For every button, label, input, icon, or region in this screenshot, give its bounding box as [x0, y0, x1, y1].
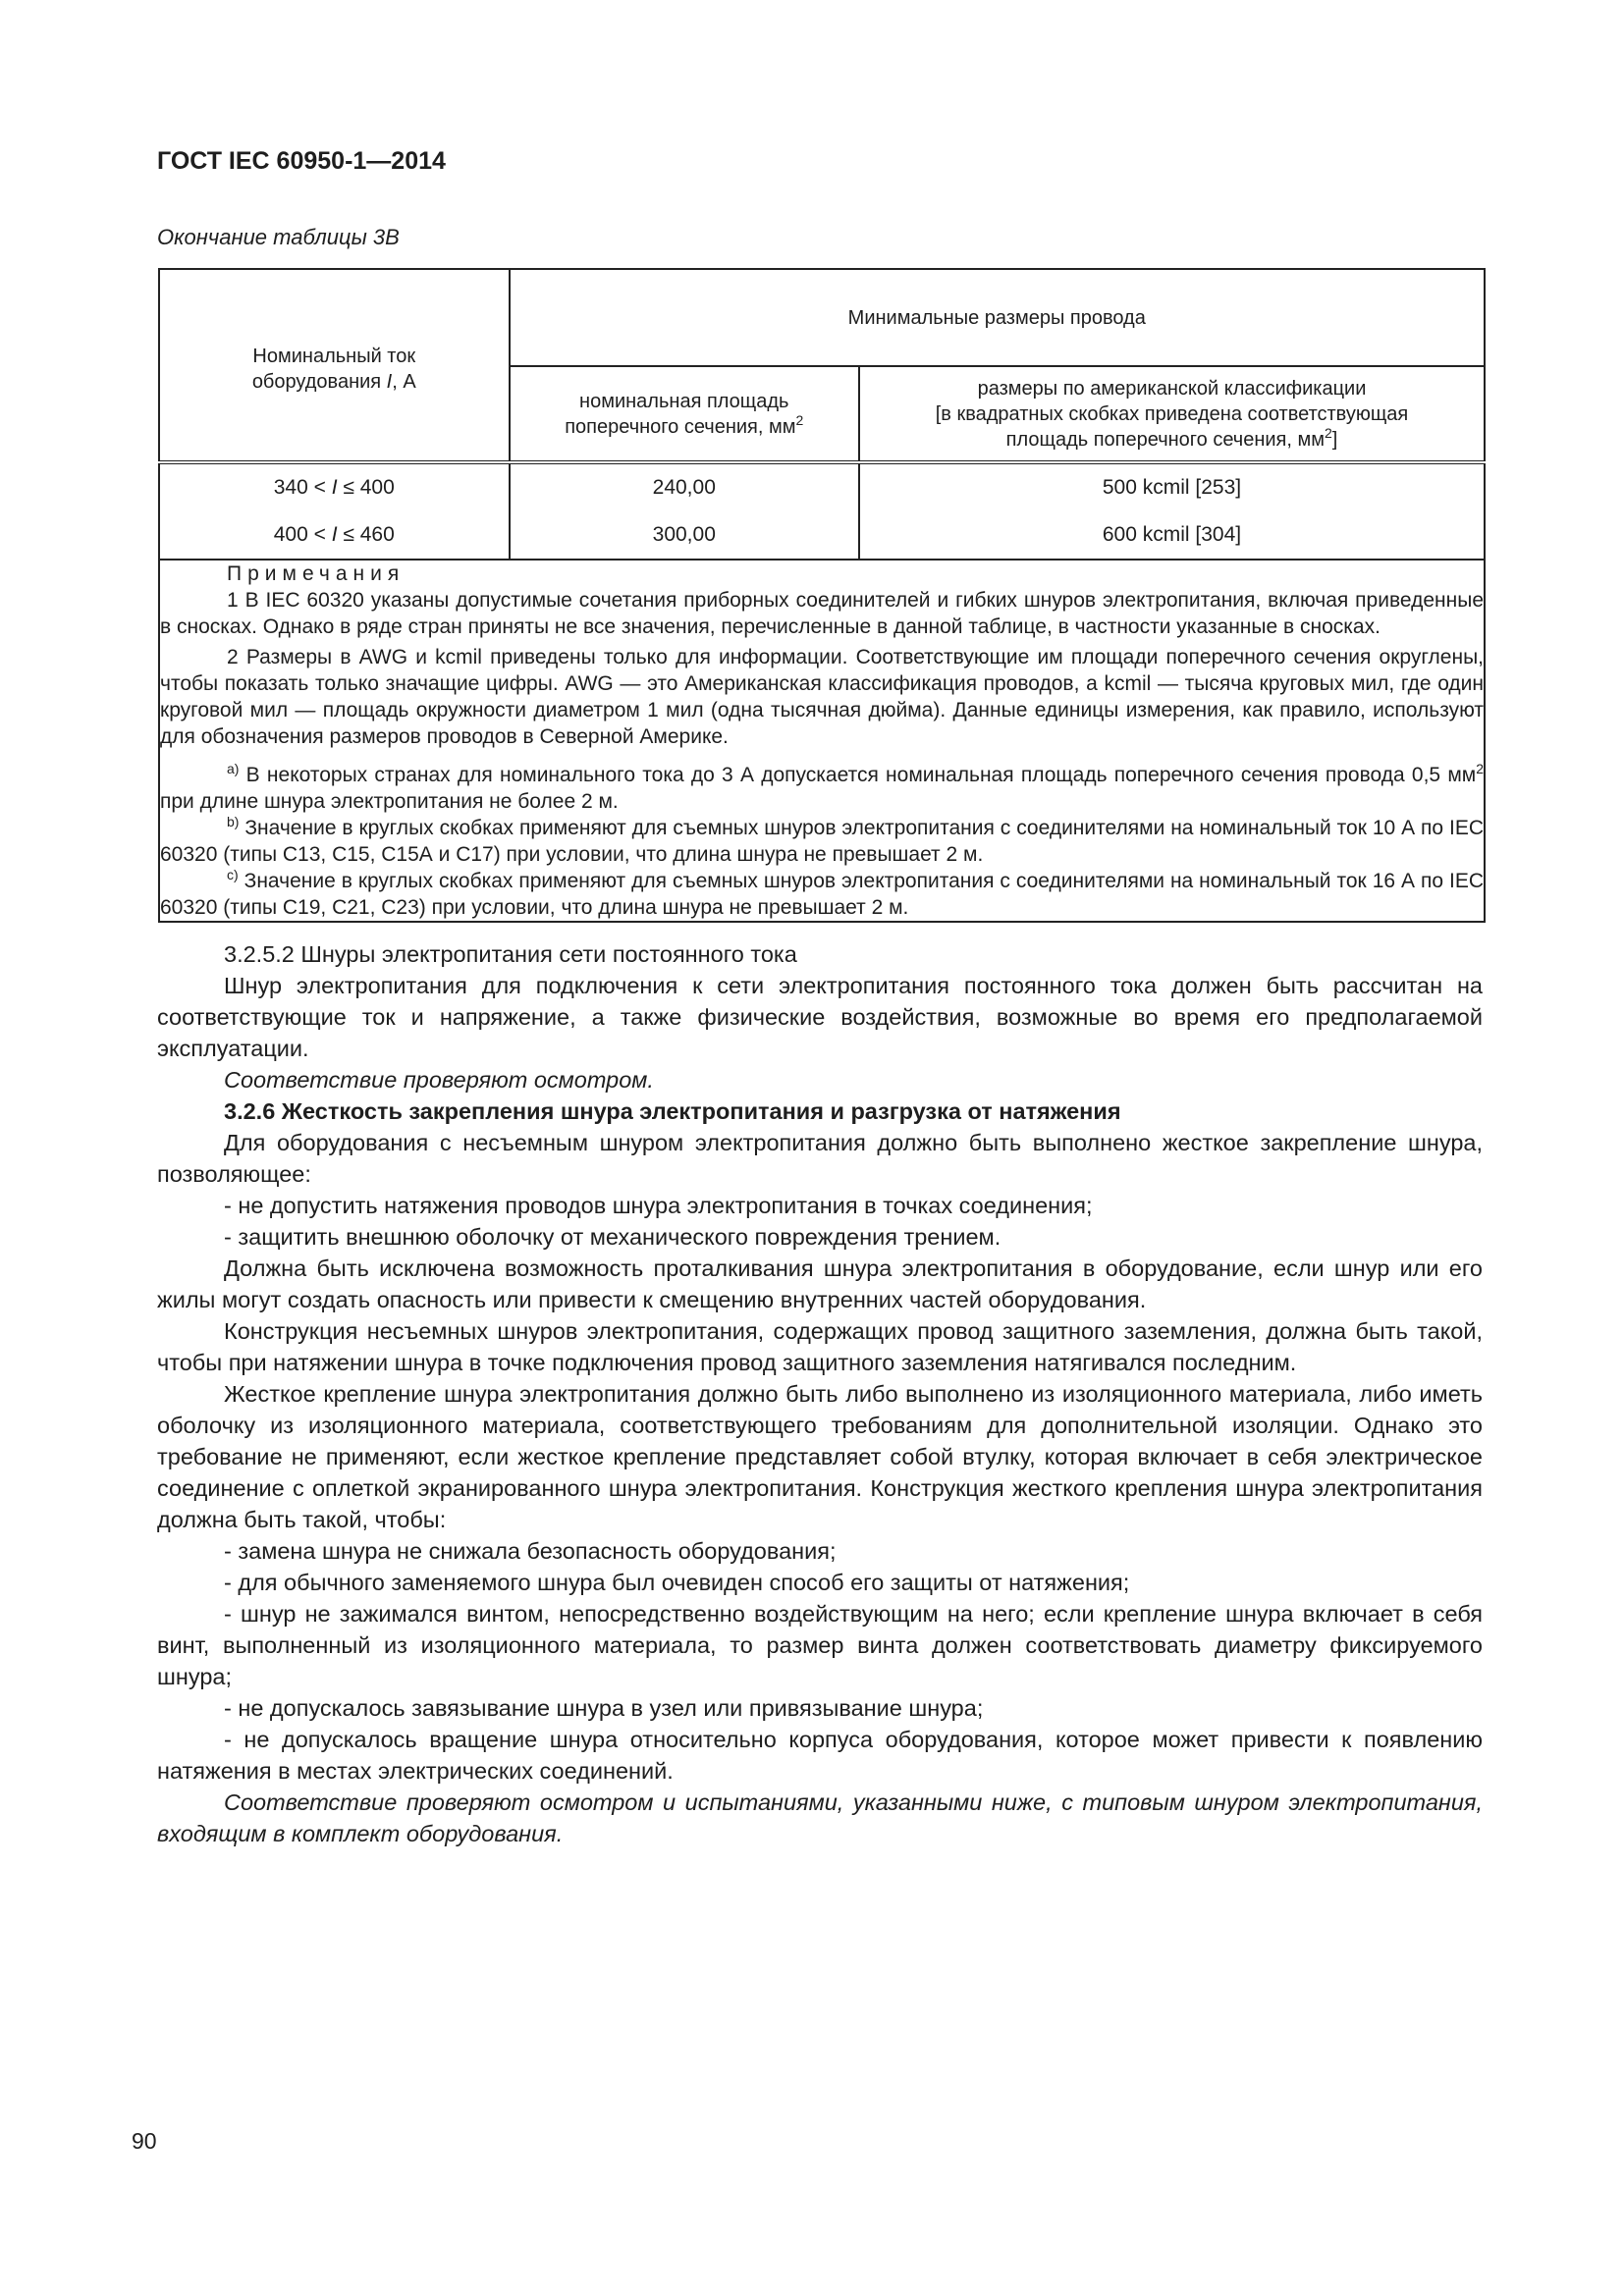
body-paragraph: - замена шнура не снижала безопасность оборудования;	[224, 1538, 837, 1564]
footnote-b: $^{b)}$ Значение в круглых скобках применяют для съемных шнуров электропитания с соединителями на номинальный ток 10 А по IEC 60320 (типы С13, С15, С15А и С17) при условии, что длина шнура не превышает 2 м.	[160, 814, 1484, 866]
cell-awg: 600 kcmil [304]	[859, 511, 1485, 560]
body-paragraph: 3.2.5.2 Шнуры электропитания сети постоянного тока	[224, 941, 797, 967]
table-row	[159, 511, 1485, 560]
table-caption: Окончание таблицы 3В	[157, 225, 400, 249]
body-paragraph: - не допустить натяжения проводов шнура электропитания в точках соединения;	[224, 1193, 1093, 1218]
section-heading: 3.2.6 Жесткость закрепления шнура электропитания и разгрузка от натяжения	[224, 1098, 1121, 1124]
page-number: 90	[132, 2128, 157, 2154]
footnote-a: $^{а)}$ В некоторых странах для номинального тока до 3 А допускается номинальная площадь поперечного сечения провода 0,5 $мм^2$ при длине шнура электропитания не более 2 м.	[160, 761, 1484, 813]
body-paragraph: - не допускалось вращение шнура относительно корпуса оборудования, которое может привести к появлению натяжения в местах электрических соединений.	[157, 1727, 1483, 1784]
cell-awg: 500 kcmil [253]	[859, 462, 1485, 511]
body-paragraph: - не допускалось завязывание шнура в узел или привязывание шнура;	[224, 1695, 984, 1721]
header-rated-current: Номинальный ток оборудования I, А	[159, 269, 510, 462]
wire-size-table	[158, 268, 1486, 923]
document-header: ГОСТ IEC 60950-1—2014	[157, 147, 446, 175]
body-paragraph: Соответствие проверяют осмотром.	[224, 1067, 654, 1093]
table-row	[159, 462, 1485, 511]
note-item: 1 В IEC 60320 указаны допустимые сочетания приборных соединителей и гибких шнуров электропитания, включая приведенные в сносках. Однако в ряде стран приняты не все значения, перечисленные в данной таблице, в частности указанные в сносках.	[160, 589, 1484, 638]
header-nominal-area: номинальная площадь поперечного сечения, $мм^2$	[510, 366, 860, 462]
header-min-wire-sizes: Минимальные размеры провода	[510, 269, 1485, 366]
cell-area: 240,00	[510, 462, 860, 511]
body-paragraph: Для оборудования с несъемным шнуром электропитания должно быть выполнено жесткое закрепление шнура, позволяющее:	[157, 1130, 1483, 1187]
body-paragraph: Конструкция несъемных шнуров электропитания, содержащих провод защитного заземления, должна быть такой, чтобы при натяжении шнура в точке подключения провод защитного заземления натягивался последним.	[157, 1318, 1483, 1375]
table-notes	[159, 560, 1485, 922]
body-paragraph: - защитить внешнюю оболочку от механического повреждения трением.	[224, 1224, 1001, 1250]
cell-current: 400 < I ≤ 460	[159, 511, 510, 560]
footnotes	[160, 762, 1484, 921]
body-text	[157, 938, 1483, 1849]
header-american-sizes: размеры по американской классификации [в квадратных скобках приведена соответствующая площадь поперечного сечения, $мм^2$]	[859, 366, 1485, 462]
body-paragraph: - для обычного заменяемого шнура был очевиден способ его защиты от натяжения;	[224, 1570, 1130, 1595]
notes-title: Примечания	[227, 562, 406, 585]
footnote-c: $^{c)}$ Значение в круглых скобках применяют для съемных шнуров электропитания с соединителями на номинальный ток 16 А по IEC 60320 (типы С19, С21, С23) при условии, что длина шнура не превышает 2 м.	[160, 867, 1484, 919]
body-paragraph: Шнур электропитания для подключения к сети электропитания постоянного тока должен быть рассчитан на соответствующие ток и напряжение, а также физические воздействия, возможные во время его предполагаемой эксплуатации.	[157, 973, 1483, 1061]
body-paragraph: - шнур не зажимался винтом, непосредственно воздействующим на него; если крепление шнура включает в себя винт, выполненный из изоляционного материала, то размер винта должен соответствовать диаметру фиксируемого шнура;	[157, 1601, 1483, 1689]
document-page	[157, 147, 1483, 1849]
body-paragraph: Жесткое крепление шнура электропитания должно быть либо выполнено из изоляционного материала, либо иметь оболочку из изоляционного материала, соответствующего требованиям для дополнительной изоляции. Однако это требование не применяют, если жесткое крепление представляет собой втулку, которая включает в себя электрическое соединение с оплеткой экранированного шнура электропитания. Конструкция жесткого крепления шнура электропитания должна быть такой, чтобы:	[157, 1381, 1483, 1532]
body-paragraph: Соответствие проверяют осмотром и испытаниями, указанными ниже, с типовым шнуром электропитания, входящим в комплект оборудования.	[157, 1789, 1483, 1846]
cell-current: 340 < I ≤ 400	[159, 462, 510, 511]
cell-area: 300,00	[510, 511, 860, 560]
note-item: 2 Размеры в AWG и kcmil приведены только для информации. Соответствующие им площади поперечного сечения округлены, чтобы показать только значащие цифры. AWG — это Американская классификация проводов, а kcmil — тысяча круговых мил, где один круговой мил — площадь окружности диаметром 1 мил (одна тысячная дюйма). Данные единицы измерения, как правило, используют для обозначения размеров проводов в Северной Америке.	[160, 646, 1484, 748]
body-paragraph: Должна быть исключена возможность проталкивания шнура электропитания в оборудование, если шнур или его жилы могут создать опасность или привести к смещению внутренних частей оборудования.	[157, 1255, 1483, 1312]
